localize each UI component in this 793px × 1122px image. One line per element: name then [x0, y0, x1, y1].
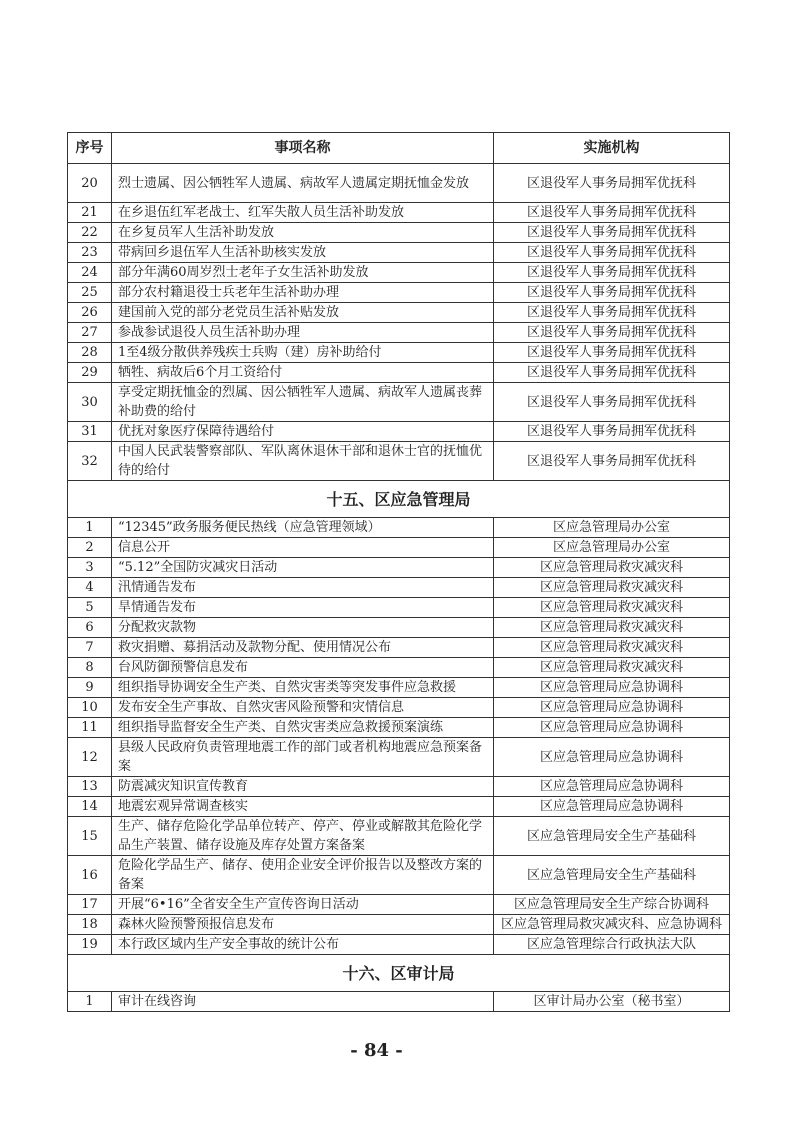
- header-item-name: 事项名称: [112, 133, 494, 164]
- row-number: 21: [68, 203, 112, 223]
- row-agency: 区应急管理局办公室: [494, 518, 730, 538]
- row-item-name: 生产、储存危险化学品单位转产、停产、停业或解散其危险化学品生产装置、储存设施及库存处置方案备案: [112, 817, 494, 856]
- row-number: 20: [68, 164, 112, 203]
- table-row: [68, 935, 730, 955]
- table-row: [68, 518, 730, 538]
- table-row: [68, 164, 730, 203]
- row-agency: 区应急管理局应急协调科: [494, 797, 730, 817]
- row-agency: 区退役军人事务局拥军优抚科: [494, 223, 730, 243]
- row-item-name: 县级人民政府负责管理地震工作的部门或者机构地震应急预案备案: [112, 738, 494, 777]
- table-row: [68, 698, 730, 718]
- row-agency: 区应急管理局应急协调科: [494, 678, 730, 698]
- row-agency: 区应急管理局安全生产基础科: [494, 817, 730, 856]
- row-number: 14: [68, 797, 112, 817]
- row-item-name: 中国人民武装警察部队、军队离休退休干部和退休士官的抚恤优待的给付: [112, 442, 494, 481]
- row-item-name: 享受定期抚恤金的烈属、因公牺牲军人遗属、病故军人遗属丧葬补助费的给付: [112, 383, 494, 422]
- row-agency: 区应急管理局救灾减灾科: [494, 578, 730, 598]
- row-item-name: 开展“6•16”全省安全生产宣传咨询日活动: [112, 895, 494, 915]
- header-serial: 序号: [68, 133, 112, 164]
- row-agency: 区退役军人事务局拥军优抚科: [494, 442, 730, 481]
- table-row: [68, 558, 730, 578]
- row-agency: 区应急管理局应急协调科: [494, 738, 730, 777]
- row-number: 8: [68, 658, 112, 678]
- row-item-name: 在乡退伍红军老战士、红军失散人员生活补助发放: [112, 203, 494, 223]
- row-agency: 区应急管理局应急协调科: [494, 698, 730, 718]
- row-item-name: 组织指导协调安全生产类、自然灾害类等突发事件应急救援: [112, 678, 494, 698]
- table-row: [68, 618, 730, 638]
- row-number: 10: [68, 698, 112, 718]
- row-number: 23: [68, 243, 112, 263]
- row-number: 15: [68, 817, 112, 856]
- table-row: [68, 578, 730, 598]
- row-agency: 区退役军人事务局拥军优抚科: [494, 343, 730, 363]
- row-number: 29: [68, 363, 112, 383]
- header-agency: 实施机构: [494, 133, 730, 164]
- row-agency: 区应急管理局安全生产综合协调科: [494, 895, 730, 915]
- row-item-name: 本行政区域内生产安全事故的统计公布: [112, 935, 494, 955]
- table-row: [68, 442, 730, 481]
- row-item-name: 防震减灾知识宣传教育: [112, 777, 494, 797]
- row-agency: 区应急管理局救灾减灾科: [494, 638, 730, 658]
- table-row: [68, 383, 730, 422]
- row-item-name: 部分年满60周岁烈士老年子女生活补助发放: [112, 263, 494, 283]
- row-item-name: 组织指导监督安全生产类、自然灾害类应急救援预案演练: [112, 718, 494, 738]
- row-item-name: “5.12”全国防灾减灾日活动: [112, 558, 494, 578]
- row-number: 22: [68, 223, 112, 243]
- row-item-name: 信息公开: [112, 538, 494, 558]
- row-item-name: 参战参试退役人员生活补助办理: [112, 323, 494, 343]
- row-number: 16: [68, 856, 112, 895]
- row-item-name: 建国前入党的部分老党员生活补贴发放: [112, 303, 494, 323]
- row-number: 6: [68, 618, 112, 638]
- row-agency: 区退役军人事务局拥军优抚科: [494, 203, 730, 223]
- row-number: 32: [68, 442, 112, 481]
- table-row: [68, 323, 730, 343]
- row-item-name: 1至4级分散供养残疾士兵购（建）房补助给付: [112, 343, 494, 363]
- row-number: 1: [68, 992, 112, 1012]
- row-number: 13: [68, 777, 112, 797]
- row-agency: 区应急管理局安全生产基础科: [494, 856, 730, 895]
- section-heading-row: [68, 955, 730, 992]
- row-agency: 区退役军人事务局拥军优抚科: [494, 263, 730, 283]
- row-number: 19: [68, 935, 112, 955]
- row-agency: 区应急管理局办公室: [494, 538, 730, 558]
- row-agency: 区退役军人事务局拥军优抚科: [494, 422, 730, 442]
- row-item-name: 分配救灾款物: [112, 618, 494, 638]
- row-item-name: 危险化学品生产、储存、使用企业安全评价报告以及整改方案的备案: [112, 856, 494, 895]
- row-number: 7: [68, 638, 112, 658]
- row-item-name: 带病回乡退伍军人生活补助核实发放: [112, 243, 494, 263]
- row-agency: 区审计局办公室（秘书室）: [494, 992, 730, 1012]
- table-row: [68, 738, 730, 777]
- row-agency: 区应急管理局救灾减灾科: [494, 558, 730, 578]
- row-agency: 区应急管理局应急协调科: [494, 718, 730, 738]
- table-row: [68, 915, 730, 935]
- row-item-name: 部分农村籍退役士兵老年生活补助办理: [112, 283, 494, 303]
- row-number: 30: [68, 383, 112, 422]
- table-row: [68, 283, 730, 303]
- table-row: [68, 243, 730, 263]
- row-agency: 区应急管理局救灾减灾科: [494, 658, 730, 678]
- row-number: 3: [68, 558, 112, 578]
- table-row: [68, 343, 730, 363]
- row-item-name: 森林火险预警预报信息发布: [112, 915, 494, 935]
- table-row: [68, 718, 730, 738]
- row-item-name: 审计在线咨询: [112, 992, 494, 1012]
- row-item-name: 台风防御预警信息发布: [112, 658, 494, 678]
- row-item-name: “12345”政务服务便民热线（应急管理领域）: [112, 518, 494, 538]
- row-agency: 区退役军人事务局拥军优抚科: [494, 283, 730, 303]
- row-item-name: 救灾捐赠、募捐活动及款物分配、使用情况公布: [112, 638, 494, 658]
- table-row: [68, 223, 730, 243]
- row-agency: 区退役军人事务局拥军优抚科: [494, 303, 730, 323]
- table-row: [68, 422, 730, 442]
- row-number: 4: [68, 578, 112, 598]
- row-number: 25: [68, 283, 112, 303]
- row-number: 2: [68, 538, 112, 558]
- table-row: [68, 203, 730, 223]
- table-row: [68, 638, 730, 658]
- service-items-table: [67, 132, 730, 1012]
- section-title: 十六、区审计局: [68, 955, 730, 992]
- table-row: [68, 856, 730, 895]
- row-item-name: 地震宏观异常调查核实: [112, 797, 494, 817]
- row-agency: 区退役军人事务局拥军优抚科: [494, 164, 730, 203]
- row-number: 17: [68, 895, 112, 915]
- row-agency: 区退役军人事务局拥军优抚科: [494, 363, 730, 383]
- row-number: 27: [68, 323, 112, 343]
- row-number: 11: [68, 718, 112, 738]
- table-header-row: [68, 133, 730, 164]
- row-item-name: 汛情通告发布: [112, 578, 494, 598]
- row-number: 12: [68, 738, 112, 777]
- section-heading-row: [68, 481, 730, 518]
- row-number: 24: [68, 263, 112, 283]
- table-row: [68, 678, 730, 698]
- page-number-text: - 84 -: [350, 1040, 403, 1061]
- row-agency: 区退役军人事务局拥军优抚科: [494, 323, 730, 343]
- table-row: [68, 797, 730, 817]
- table-row: [68, 598, 730, 618]
- page-number: [0, 1040, 793, 1061]
- row-agency: 区应急管理综合行政执法大队: [494, 935, 730, 955]
- row-agency: 区退役军人事务局拥军优抚科: [494, 383, 730, 422]
- table-row: [68, 263, 730, 283]
- row-item-name: 牺牲、病故后6个月工资给付: [112, 363, 494, 383]
- table-row: [68, 538, 730, 558]
- row-number: 18: [68, 915, 112, 935]
- row-agency: 区退役军人事务局拥军优抚科: [494, 243, 730, 263]
- table-row: [68, 777, 730, 797]
- row-agency: 区应急管理局救灾减灾科: [494, 618, 730, 638]
- table-row: [68, 303, 730, 323]
- row-item-name: 旱情通告发布: [112, 598, 494, 618]
- table-row: [68, 992, 730, 1012]
- row-item-name: 在乡复员军人生活补助发放: [112, 223, 494, 243]
- row-agency: 区应急管理局救灾减灾科: [494, 598, 730, 618]
- table-row: [68, 817, 730, 856]
- row-number: 1: [68, 518, 112, 538]
- table-row: [68, 363, 730, 383]
- table-row: [68, 895, 730, 915]
- row-number: 28: [68, 343, 112, 363]
- section-title: 十五、区应急管理局: [68, 481, 730, 518]
- row-item-name: 烈士遗属、因公牺牲军人遗属、病故军人遗属定期抚恤金发放: [112, 164, 494, 203]
- row-agency: 区应急管理局救灾减灾科、应急协调科: [494, 915, 730, 935]
- row-item-name: 优抚对象医疗保障待遇给付: [112, 422, 494, 442]
- row-number: 26: [68, 303, 112, 323]
- table-row: [68, 658, 730, 678]
- row-item-name: 发布安全生产事故、自然灾害风险预警和灾情信息: [112, 698, 494, 718]
- row-number: 9: [68, 678, 112, 698]
- row-agency: 区应急管理局应急协调科: [494, 777, 730, 797]
- row-number: 5: [68, 598, 112, 618]
- row-number: 31: [68, 422, 112, 442]
